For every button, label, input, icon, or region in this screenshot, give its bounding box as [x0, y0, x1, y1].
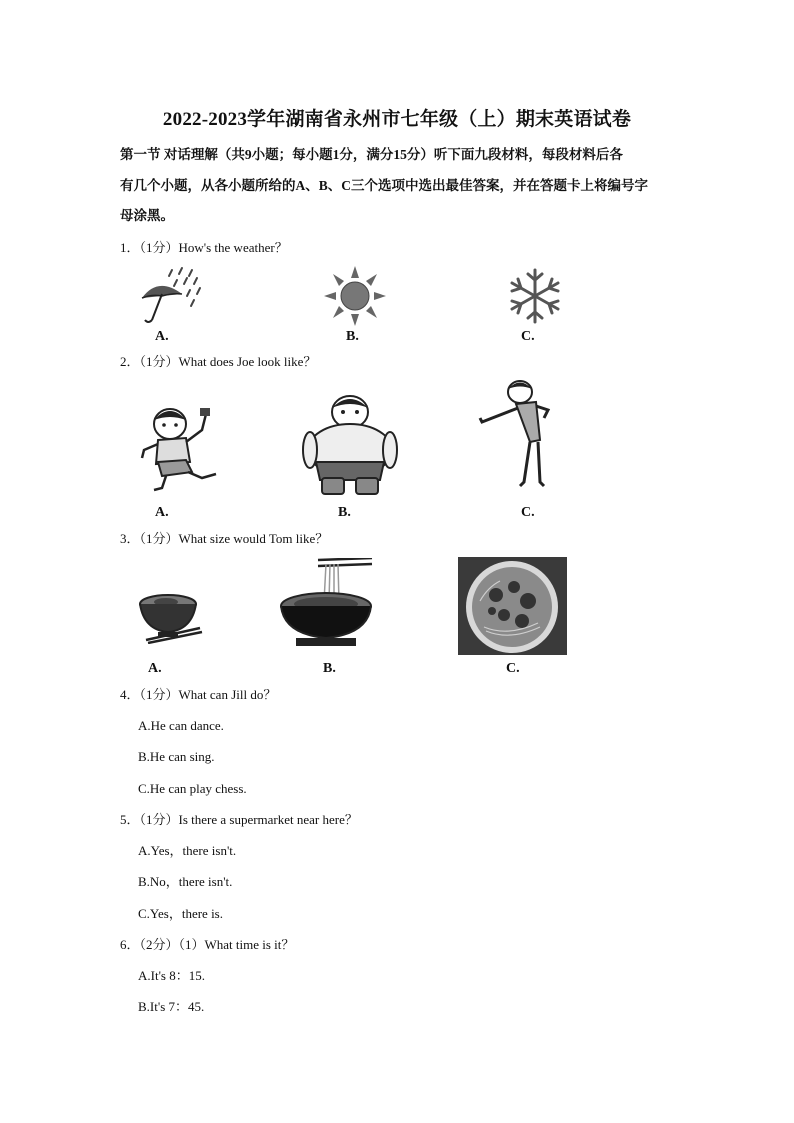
question-5-option-c: C.Yes，there is.	[138, 906, 223, 921]
question-2: 2．（1分）What does Joe look like？	[120, 354, 317, 369]
question-3-label-a: A.	[148, 661, 162, 676]
question-1-label-a: A.	[155, 329, 169, 344]
snowflake-icon	[506, 266, 564, 326]
small-noodle-bowl-icon	[136, 590, 204, 644]
question-5-option-b: B.No，there isn't.	[138, 874, 233, 889]
medium-noodle-bowl-icon	[278, 558, 374, 648]
section-intro-line-2: 有几个小题，从各小题所给的A、B、C三个选项中选出最佳答案，并在答题卡上将编号字	[120, 178, 649, 193]
question-1-label-b: B.	[346, 329, 359, 344]
question-6: 6．（2分）（1）What time is it？	[120, 937, 295, 952]
question-4: 4．（1分）What can Jill do？	[120, 687, 277, 702]
question-4-option-a: A.He can dance.	[138, 718, 224, 733]
page-title: 2022-2023学年湖南省永州市七年级（上）期末英语试卷	[162, 109, 632, 130]
question-1: 1．（1分）How's the weather？	[120, 240, 288, 255]
question-6-option-a: A.It's 8：15.	[138, 968, 205, 983]
large-noodle-bowl-photo-icon	[458, 557, 567, 655]
umbrella-rain-icon	[138, 264, 204, 328]
heavy-boy-cartoon-icon	[300, 392, 400, 496]
question-6-option-b: B.It's 7：45.	[138, 999, 205, 1014]
question-5-option-a: A.Yes，there isn't.	[138, 843, 237, 858]
short-boy-cartoon-icon	[136, 400, 226, 495]
question-2-label-c: C.	[521, 505, 535, 520]
sun-icon	[322, 264, 388, 328]
question-5: 5．（1分）Is there a supermarket near here？	[120, 812, 358, 827]
question-2-label-a: A.	[155, 505, 169, 520]
section-intro-line-3: 母涂黑。	[120, 208, 174, 223]
question-3-label-b: B.	[323, 661, 336, 676]
question-3: 3．（1分）What size would Tom like？	[120, 531, 329, 546]
question-1-label-c: C.	[521, 329, 535, 344]
question-3-label-c: C.	[506, 661, 520, 676]
question-4-option-c: C.He can play chess.	[138, 781, 247, 796]
question-2-label-b: B.	[338, 505, 351, 520]
question-4-option-b: B.He can sing.	[138, 749, 215, 764]
section-intro-line-1: 第一节 对话理解（共9小题；每小题1分，满分15分）听下面九段材料，每段材料后各	[120, 147, 623, 162]
tall-boy-cartoon-icon	[476, 378, 562, 490]
